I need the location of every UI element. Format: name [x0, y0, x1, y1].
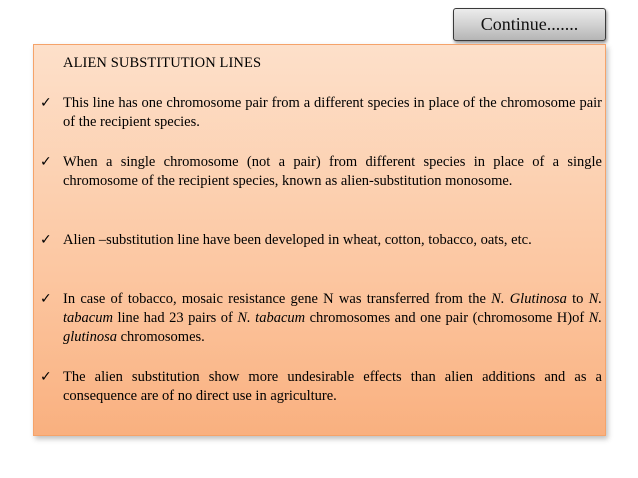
bullet-text-segment: line had 23 pairs of — [112, 310, 238, 326]
species-name: N. glutinosa — [63, 310, 602, 345]
species-name: N. tabacum — [63, 291, 602, 326]
bullet-text-segment: chromosomes and one pair (chromosome H)of — [305, 310, 589, 326]
checkmark-icon: ✓ — [40, 154, 52, 170]
bullet-text: Alien –substitution line have been developed in wheat, cotton, tobacco, oats, etc. — [63, 232, 532, 248]
continue-button[interactable] — [453, 8, 606, 41]
bullet-text-segment: to — [566, 291, 589, 307]
list-item — [40, 290, 602, 347]
checkmark-icon: ✓ — [40, 232, 52, 248]
continue-button-label: Continue....... — [480, 14, 579, 34]
bullet-text-segment: chromosomes. — [116, 329, 205, 345]
bullet-text-segment: In case of tobacco, mosaic resistance gene N was transferred from the — [63, 291, 492, 307]
slide-heading: ALIEN SUBSTITUTION LINES — [63, 55, 262, 71]
list-item — [40, 231, 602, 269]
species-name: N. tabacum — [237, 310, 306, 326]
species-name: N. Glutinosa — [491, 291, 567, 307]
checkmark-icon: ✓ — [40, 291, 52, 307]
checkmark-icon: ✓ — [40, 369, 52, 385]
bullet-list — [40, 94, 602, 427]
bullet-text: When a single chromosome (not a pair) from different species in place of a single chromosome of the recipient species, known as alien-substitution monosome. — [63, 154, 602, 189]
bullet-text: The alien substitution show more undesirable effects than alien additions and as a consequence are of no direct use in agriculture. — [63, 369, 602, 404]
list-item — [40, 368, 602, 406]
list-item — [40, 94, 602, 132]
bullet-text: This line has one chromosome pair from a different species in place of the chromosome pair of the recipient species. — [63, 95, 602, 130]
bullet-text — [63, 291, 602, 345]
list-item — [40, 153, 602, 210]
checkmark-icon: ✓ — [40, 95, 52, 111]
